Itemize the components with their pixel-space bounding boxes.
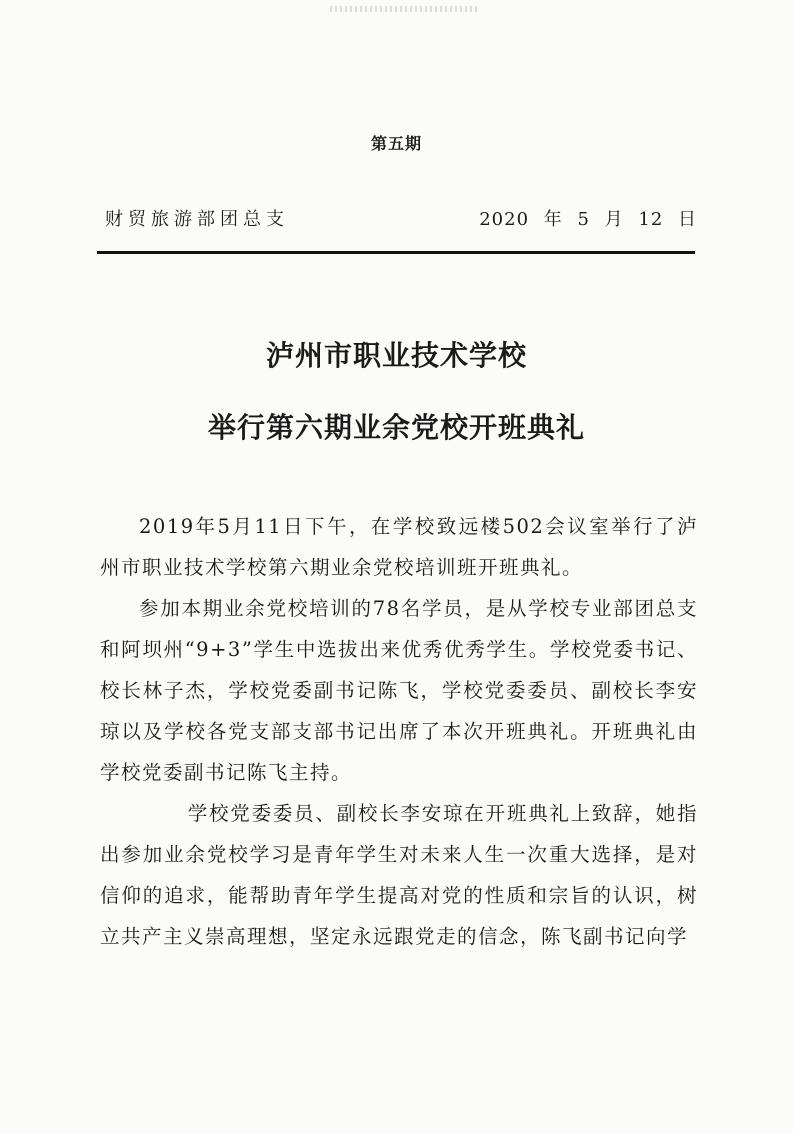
article-body [100,506,698,957]
issuer-name: 财贸旅游部团总支 [105,209,289,230]
issue-date: 2020 年 5 月 12 日 [479,209,697,230]
headline-line-1: 泸州市职业技术学校 [265,339,527,372]
header-divider [97,251,695,254]
paragraph-1: 2019年5月11日下午，在学校致远楼502会议室举行了泸州市职业技术学校第六期业余党校培训班开班典礼。 [100,515,698,579]
issue-number: 第五期 [370,134,422,153]
paragraph-2: 参加本期业余党校培训的78名学员，是从学校专业部团总支和阿坝州“9+3”学生中选拔出来优秀优秀学生。学校党委书记、校长林子杰，学校党委副书记陈飞，学校党委委员、副校长李安琼以及学校各党支部支部书记出席了本次开班典礼。开班典礼由学校党委副书记陈飞主持。 [100,597,698,784]
scan-artifact [330,6,480,12]
paragraph-3: 学校党委委员、副校长李安琼在开班典礼上致辞，她指出参加业余党校学习是青年学生对未来人生一次重大选择，是对信仰的追求，能帮助青年学生提高对党的性质和宗旨的认识，树立共产主义崇高理想，坚定永远跟党走的信念，陈飞副书记向学 [100,802,698,948]
headline-line-2: 举行第六期业余党校开班典礼 [207,411,585,444]
